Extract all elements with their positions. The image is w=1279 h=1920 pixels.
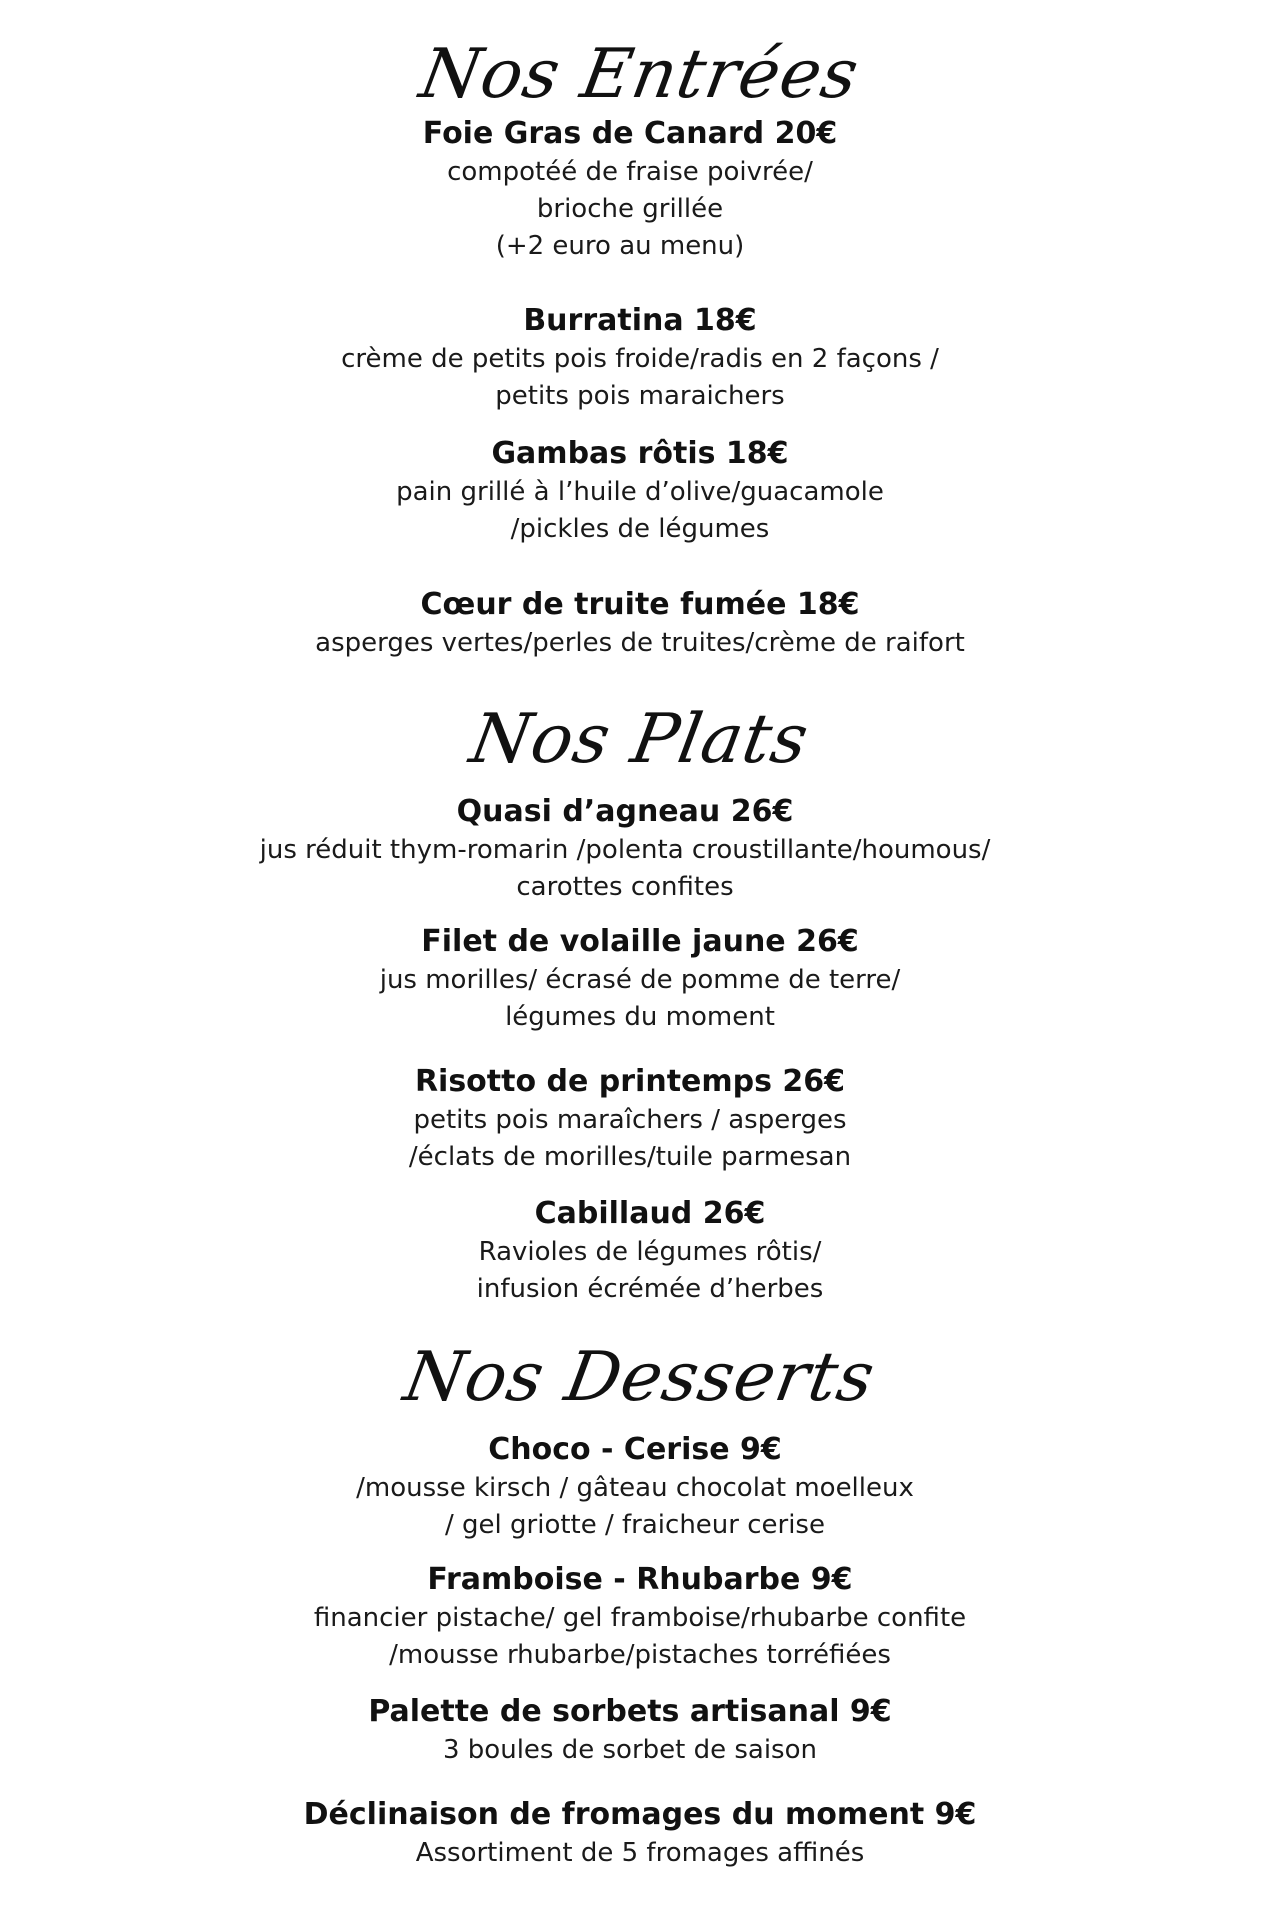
menu-item-gambas [340,434,940,548]
item-title: Palette de sorbets artisanal 9€ [368,1694,892,1729]
item-description: Ravioles de légumes rôtis/ [478,1237,822,1267]
item-description: compotéé de fraise poivrée/ [447,157,813,187]
item-title: Framboise - Rhubarbe 9€ [427,1562,853,1597]
item-description: jus morilles/ écrasé de pomme de terre/ [379,965,901,995]
item-description: brioche grillée [536,194,724,224]
section-title-plats: Nos Plats [464,700,815,779]
item-description: 3 boules de sorbet de saison [443,1735,817,1765]
menu-item-quasi-agneau [240,792,1010,906]
item-description: asperges vertes/perles de truites/crème de raifort [315,628,965,658]
item-description: petits pois maraîchers / asperges [413,1105,847,1135]
item-description: Assortiment de 5 fromages affinés [415,1838,865,1868]
menu-item-choco-cerise [300,1430,970,1544]
item-title: Burratina 18€ [523,303,757,338]
item-description: infusion écrémée d’herbes [476,1274,824,1304]
item-title: Quasi d’agneau 26€ [456,794,794,829]
menu-item-foie-gras [340,114,920,265]
item-description: jus réduit thym-romarin /polenta croustillante/houmous/ [259,835,991,865]
item-description: /pickles de légumes [510,514,770,544]
item-description: carottes confites [516,872,734,902]
item-title: Cabillaud 26€ [534,1196,766,1231]
item-title: Gambas rôtis 18€ [491,436,789,471]
section-title-entrees: Nos Entrées [414,35,865,114]
section-title-desserts: Nos Desserts [398,1338,881,1417]
item-description: petits pois maraichers [495,381,785,411]
menu-item-risotto [340,1062,920,1176]
item-title: Risotto de printemps 26€ [414,1064,846,1099]
item-description: légumes du moment [505,1002,775,1032]
item-description: /mousse kirsch / gâteau chocolat moelleux [356,1473,914,1503]
menu-item-coeur-de-truite [290,585,990,662]
menu-item-framboise-rhubarbe [290,1560,990,1674]
menu-item-burratina [300,301,980,415]
menu-item-fromages [270,1795,1010,1872]
item-description: (+2 euro au menu) [495,231,745,261]
item-title: Déclinaison de fromages du moment 9€ [303,1797,977,1832]
item-description: /éclats de morilles/tuile parmesan [408,1142,852,1172]
item-description: financier pistache/ gel framboise/rhubarbe confite [313,1603,967,1633]
menu-item-sorbets [300,1692,960,1769]
item-description: / gel griotte / fraicheur cerise [445,1510,825,1540]
item-description: /mousse rhubarbe/pistaches torréfiées [389,1640,891,1670]
item-title: Cœur de truite fumée 18€ [420,587,860,622]
item-description: crème de petits pois froide/radis en 2 façons / [341,344,939,374]
item-title: Choco - Cerise 9€ [488,1432,782,1467]
menu-item-filet-volaille [340,922,940,1036]
item-title: Filet de volaille jaune 26€ [421,924,859,959]
item-description: pain grillé à l’huile d’olive/guacamole [396,477,884,507]
menu-item-cabillaud [380,1194,920,1308]
item-title: Foie Gras de Canard 20€ [422,116,838,151]
